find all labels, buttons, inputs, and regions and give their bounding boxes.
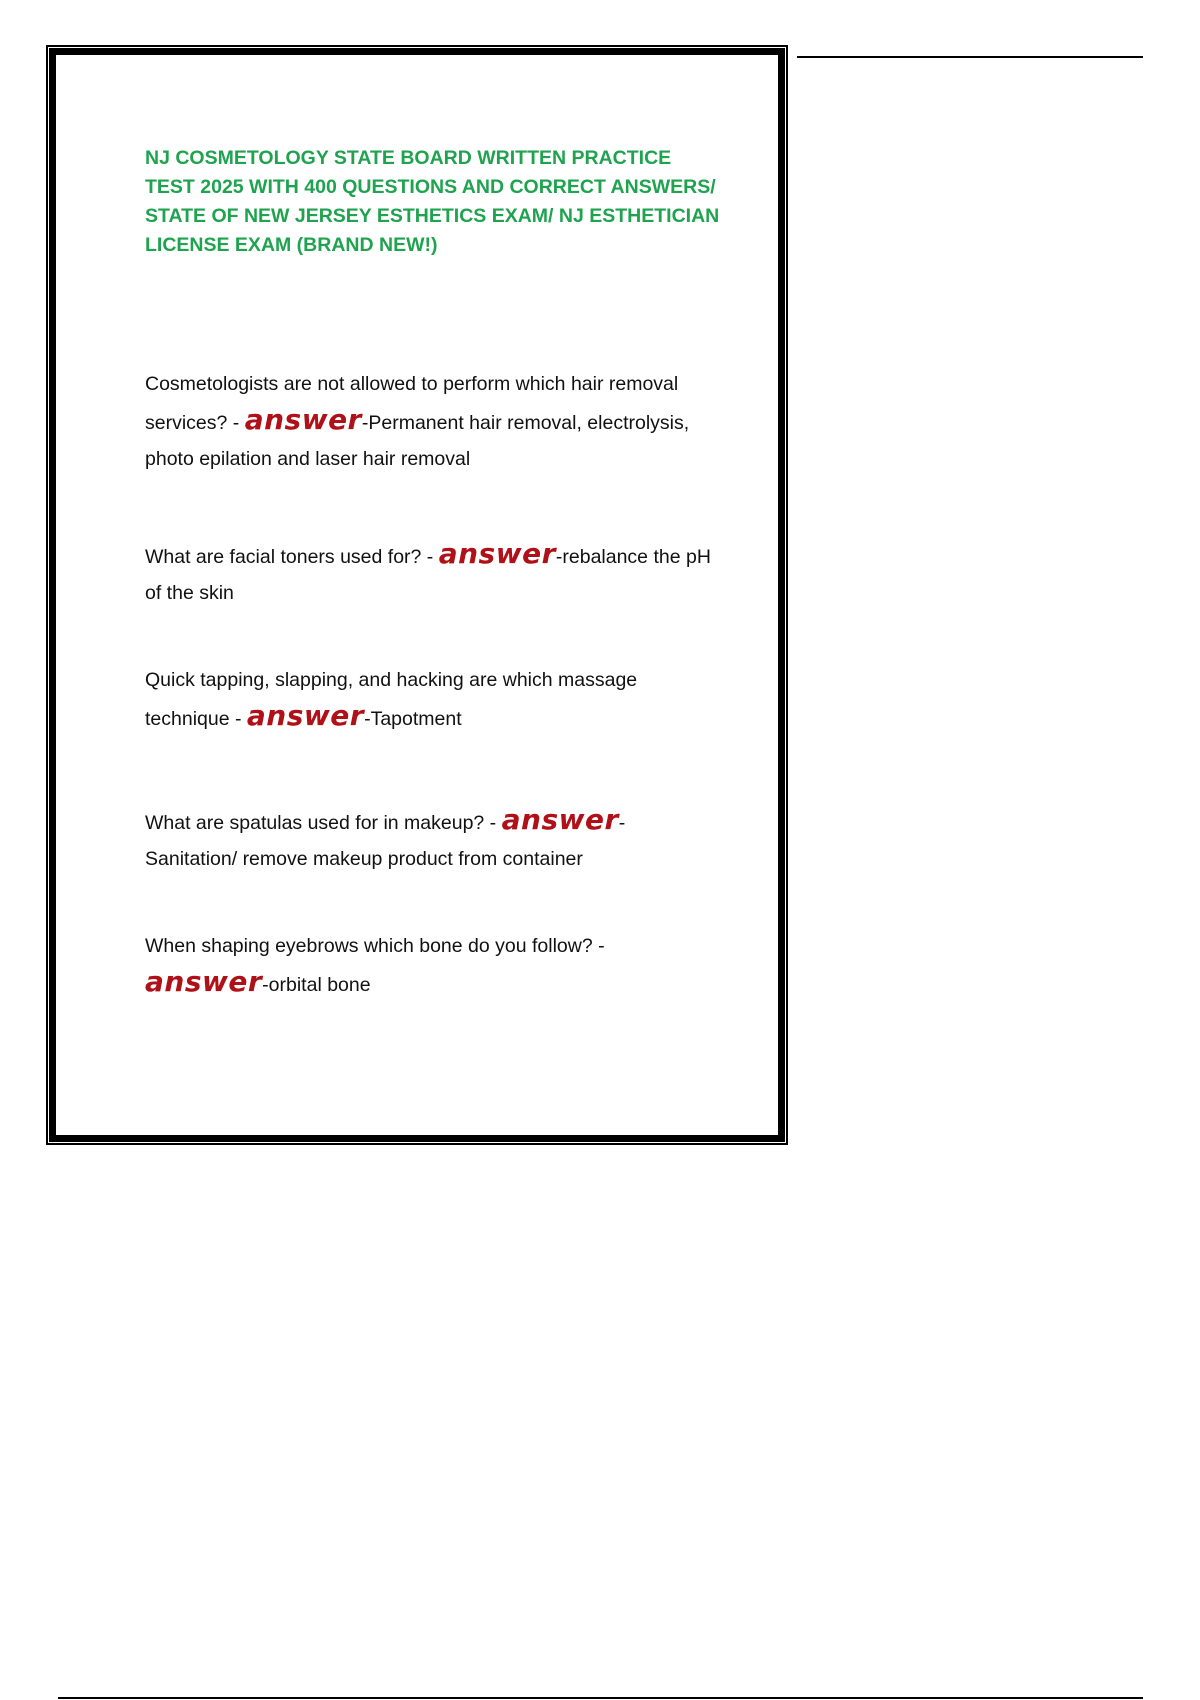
- question-text: Cosmetologists are not allowed to perform which hair removal services? -: [145, 373, 679, 434]
- answer-label: answer: [438, 537, 556, 570]
- question-text: What are facial toners used for? -: [145, 546, 439, 568]
- qa-item: [145, 802, 715, 877]
- question-text: Quick tapping, slapping, and hacking are which massage technique -: [145, 669, 638, 730]
- answer-label: answer: [246, 699, 365, 732]
- qa-item: [145, 366, 715, 477]
- answer-text: -rebalance the pH of the skin: [145, 546, 711, 604]
- bottom-rule: [58, 1697, 1143, 1699]
- answer-text: -Tapotment: [364, 708, 462, 730]
- answer-label: answer: [145, 965, 263, 998]
- answer-text: -Permanent hair removal, electrolysis, photo epilation and laser hair removal: [145, 412, 690, 470]
- question-text: What are spatulas used for in makeup? -: [145, 812, 502, 834]
- qa-item: [145, 662, 715, 737]
- top-rule: [797, 56, 1143, 58]
- document-title: NJ COSMETOLOGY STATE BOARD WRITTEN PRACTICE TEST 2025 WITH 400 QUESTIONS AND CORRECT ANSWERS/ STATE OF NEW JERSEY ESTHETICS EXAM/ NJ ESTHETICIAN LICENSE EXAM (BRAND NEW!): [145, 147, 720, 256]
- answer-label: answer: [501, 803, 619, 836]
- qa-item: [145, 928, 715, 1003]
- question-text: When shaping eyebrows which bone do you follow? -: [145, 935, 605, 957]
- answer-label: answer: [244, 403, 362, 436]
- answer-text: -orbital bone: [262, 974, 371, 996]
- qa-item: [145, 536, 715, 611]
- answer-text: -Sanitation/ remove makeup product from container: [145, 812, 626, 870]
